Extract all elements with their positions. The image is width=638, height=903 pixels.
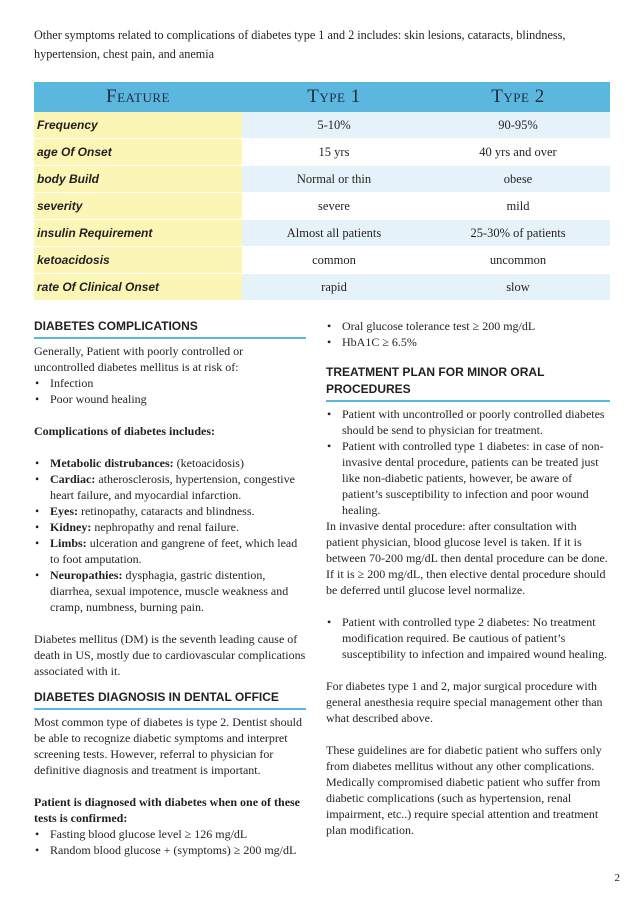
treatment-heading: TREATMENT PLAN FOR MINOR ORAL PROCEDURES	[326, 364, 610, 402]
complications-list	[34, 455, 306, 615]
risk-list	[34, 375, 306, 407]
type2-cell: slow	[426, 274, 610, 301]
list-item: • Kidney: nephropathy and renal failure.	[35, 520, 239, 534]
row-label: severity	[34, 193, 242, 220]
list-item: • Fasting blood glucose level ≥ 126 mg/dL	[35, 827, 248, 841]
row-label: rate Of Clinical Onset	[34, 274, 242, 301]
risk-text: Infection	[50, 376, 94, 390]
diabetes-type-comparison-table	[34, 82, 610, 301]
table-row	[34, 193, 610, 220]
complication-term: Limbs:	[50, 536, 87, 550]
list-item: • Eyes: retinopathy, cataracts and blindness.	[35, 504, 255, 518]
intro-text: Other symptoms related to complications of diabetes type 1 and 2 includes: skin lesions, cataracts, blindness, hypertension, chest pain, and anemia	[34, 28, 566, 61]
table-row	[34, 220, 610, 247]
complications-heading: DIABETES COMPLICATIONS	[34, 318, 306, 339]
risk-text: Poor wound healing	[50, 392, 147, 406]
major-surgery-text: For diabetes type 1 and 2, major surgical procedure with general anesthesia require special management other than what described above.	[326, 679, 603, 725]
header-type-1: Type 1	[242, 82, 426, 112]
complication-text: dysphagia, gastric distention, diarrhea, sexual impotence, muscle weakness and cramp, numbness, burning pain.	[50, 568, 289, 614]
complication-text: ulceration and gangrene of feet, which lead to foot amputation.	[50, 536, 298, 566]
type2-cell: obese	[426, 166, 610, 193]
diagnosis-test-list	[34, 826, 306, 858]
complication-text: nephropathy and renal failure.	[91, 520, 239, 534]
invasive-procedure-text: In invasive dental procedure: after consultation with patient physician, blood glucose level is taken. If it is between 70-200 mg/dL then dental procedure can be done. If it is ≥ 200 mg/dL, then elective dental procedure should be deferred until glucose level normalize.	[326, 519, 608, 597]
type2-cell: 40 yrs and over	[426, 139, 610, 166]
type2-cell: mild	[426, 193, 610, 220]
list-item: • Patient with uncontrolled or poorly controlled diabetes should be send to physician for treatment.	[327, 407, 605, 437]
complication-term: Eyes:	[50, 504, 78, 518]
treatment-list-a	[326, 406, 610, 518]
list-item: • Neuropathies: dysphagia, gastric distention, diarrhea, sexual impotence, muscle weakness and cramp, numbness, burning pain.	[35, 568, 289, 614]
table-row	[34, 274, 610, 301]
right-column	[326, 318, 610, 838]
test-text: Random blood glucose + (symptoms) ≥ 200 mg/dL	[50, 843, 297, 857]
list-item: • Oral glucose tolerance test ≥ 200 mg/dL	[327, 319, 536, 333]
type2-cell: 90-95%	[426, 112, 610, 139]
table-row	[34, 166, 610, 193]
list-item: • HbA1C ≥ 6.5%	[327, 335, 417, 349]
test-text: Oral glucose tolerance test ≥ 200 mg/dL	[342, 319, 536, 333]
table-header-row	[34, 82, 610, 112]
type1-cell: Normal or thin	[242, 166, 426, 193]
complication-term: Metabolic distrubances:	[50, 456, 174, 470]
left-column	[34, 318, 306, 858]
list-item: • Infection	[35, 376, 94, 390]
type1-cell: Almost all patients	[242, 220, 426, 247]
page-number: 2	[614, 872, 620, 884]
type1-cell: 15 yrs	[242, 139, 426, 166]
list-item: • Cardiac: atherosclerosis, hypertension, congestive heart failure, and myocardial infarction.	[35, 472, 295, 502]
header-type-2: Type 2	[426, 82, 610, 112]
complications-subheading: Complications of diabetes includes:	[34, 424, 216, 438]
complication-text: (ketoacidosis)	[173, 456, 244, 470]
row-label: insulin Requirement	[34, 220, 242, 247]
treatment-text: Patient with controlled type 1 diabetes: in case of non-invasive dental procedure, patients can be treated just like non-diabetic patients, however, be aware of patient’s susceptibility to infection and poor wound healing.	[342, 439, 604, 517]
list-item: • Metabolic distrubances: (ketoacidosis)	[35, 456, 244, 470]
diagnosis-confirmed-heading: Patient is diagnosed with diabetes when one of these tests is confirmed:	[34, 795, 301, 825]
complications-intro: Generally, Patient with poorly controlled or uncontrolled diabetes mellitus is at risk of:	[34, 344, 244, 374]
list-item: • Limbs: ulceration and gangrene of feet, which lead to foot amputation.	[35, 536, 298, 566]
table-row	[34, 247, 610, 274]
list-item: • Patient with controlled type 1 diabetes: in case of non-invasive dental procedure, patients can be treated just like non-diabetic patients, however, be aware of patient’s susceptibility to infection and poor wound healing.	[327, 439, 604, 517]
row-label: Frequency	[34, 112, 242, 139]
complication-text: retinopathy, cataracts and blindness.	[78, 504, 255, 518]
type2-cell: uncommon	[426, 247, 610, 274]
row-label: ketoacidosis	[34, 247, 242, 274]
list-item: • Patient with controlled type 2 diabetes: No treatment modification required. Be cautious of patient’s susceptibility to infection and impaired wound healing.	[327, 615, 607, 661]
type1-cell: severe	[242, 193, 426, 220]
type2-cell: 25-30% of patients	[426, 220, 610, 247]
complications-closing: Diabetes mellitus (DM) is the seventh leading cause of death in US, mostly due to cardiovascular complications associated with it.	[34, 632, 306, 678]
treatment-text: Patient with controlled type 2 diabetes: No treatment modification required. Be cautious of patient’s susceptibility to infection and impaired wound healing.	[342, 615, 607, 661]
type1-cell: rapid	[242, 274, 426, 301]
table-row	[34, 112, 610, 139]
diagnosis-heading: DIABETES DIAGNOSIS IN DENTAL OFFICE	[34, 689, 306, 710]
complication-term: Neuropathies:	[50, 568, 123, 582]
list-item: • Random blood glucose + (symptoms) ≥ 200 mg/dL	[35, 843, 297, 857]
header-feature: Feature	[34, 82, 242, 112]
treatment-text: Patient with uncontrolled or poorly controlled diabetes should be send to physician for treatment.	[342, 407, 605, 437]
diagnosis-intro: Most common type of diabetes is type 2. Dentist should be able to recognize diabetic symptoms and interpret screening tests. However, referral to physician for definitive diagnosis and treatment is important.	[34, 715, 302, 777]
complication-term: Cardiac:	[50, 472, 96, 486]
treatment-list-b	[326, 614, 610, 662]
guidelines-text: These guidelines are for diabetic patient who suffers only from diabetes mellitus without any other complications. Medically compromised diabetic patient who suffer from diabetic complications (such as hypertension, renal impairment, etc..) require special attention and treatment plan modification.	[326, 743, 602, 837]
test-text: Fasting blood glucose level ≥ 126 mg/dL	[50, 827, 248, 841]
test-text: HbA1C ≥ 6.5%	[342, 335, 417, 349]
complication-term: Kidney:	[50, 520, 92, 534]
row-label: age Of Onset	[34, 139, 242, 166]
table-row	[34, 139, 610, 166]
row-label: body Build	[34, 166, 242, 193]
type1-cell: 5-10%	[242, 112, 426, 139]
diagnosis-test-list-continued	[326, 318, 610, 350]
complication-text: atherosclerosis, hypertension, congestive heart failure, and myocardial infarction.	[50, 472, 295, 502]
type1-cell: common	[242, 247, 426, 274]
list-item: • Poor wound healing	[35, 392, 147, 406]
